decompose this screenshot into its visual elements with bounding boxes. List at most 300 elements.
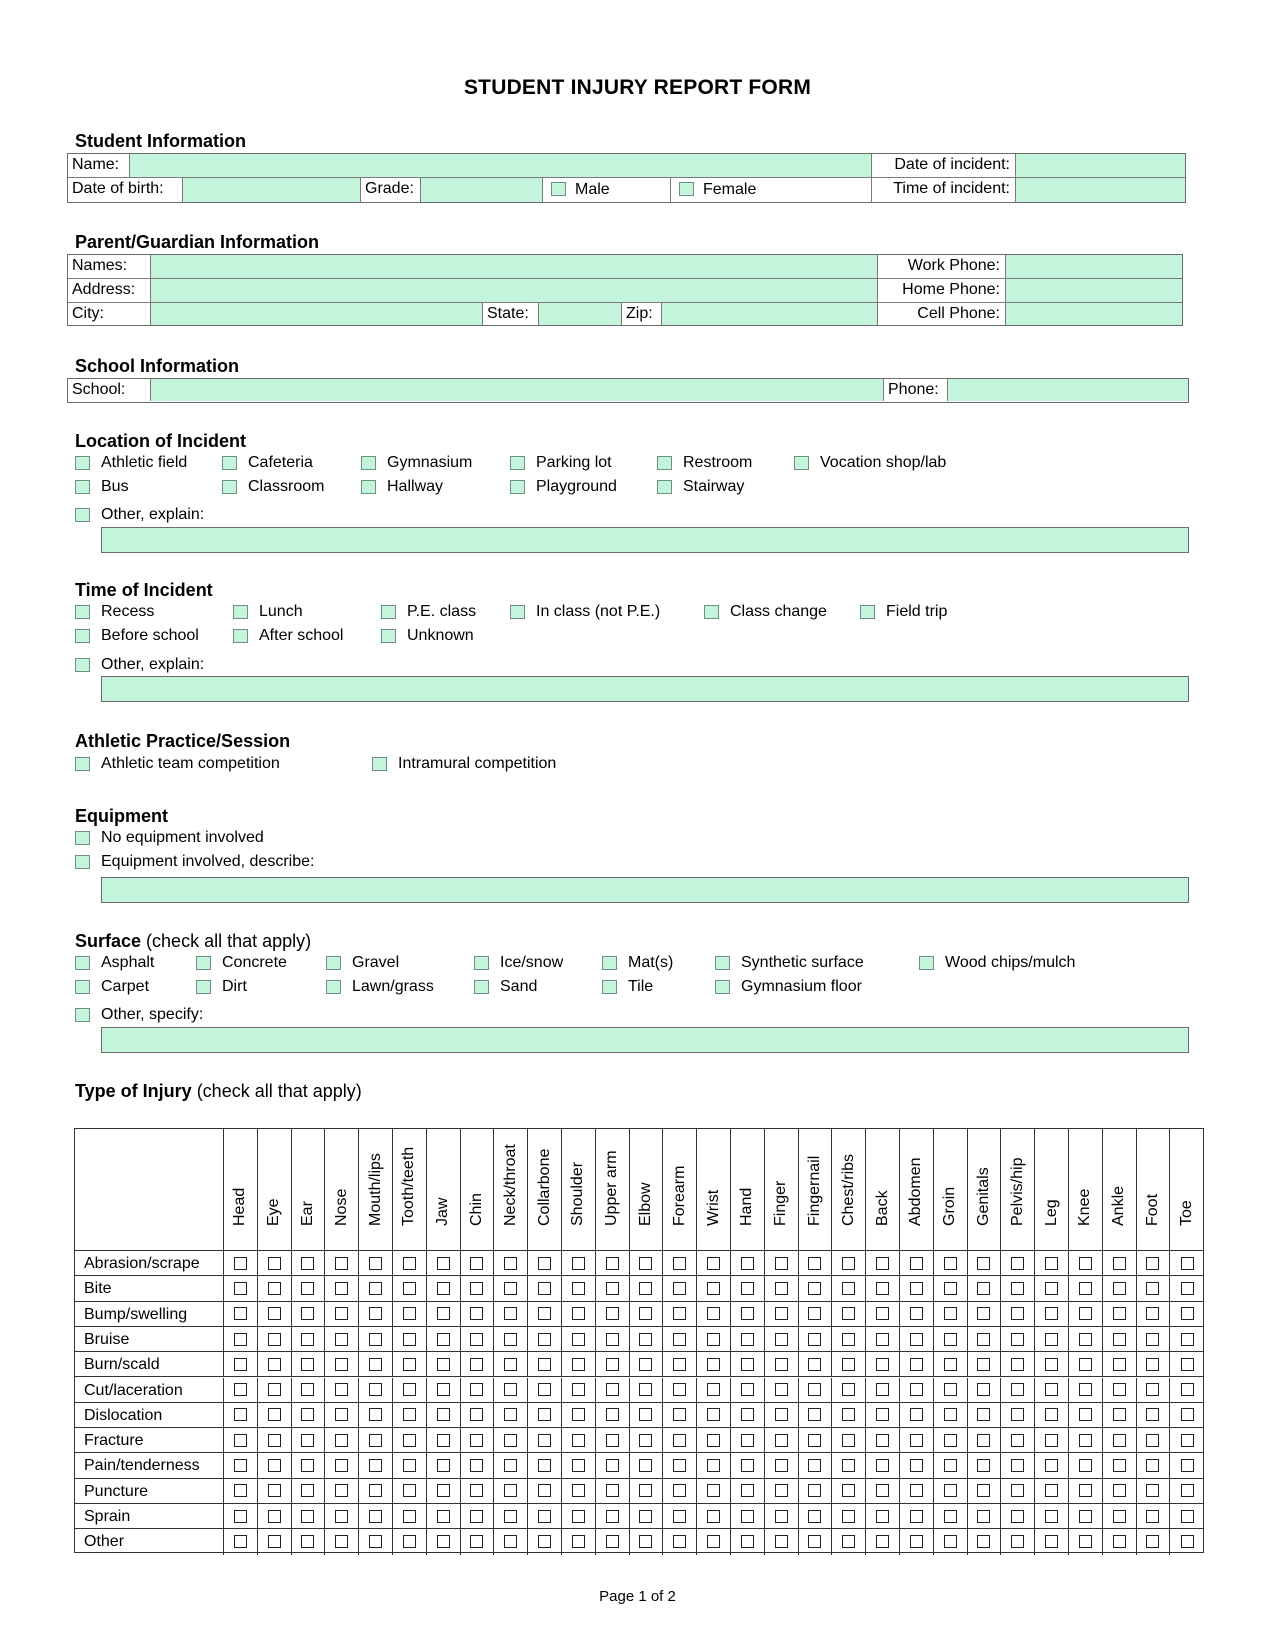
injury-checkbox-sprain-finger[interactable] (775, 1510, 788, 1523)
injury-checkbox-bite-upper-arm[interactable] (606, 1282, 619, 1295)
injury-checkbox-cut-laceration-neck-throat[interactable] (504, 1383, 517, 1396)
injury-checkbox-bump-swelling-groin[interactable] (944, 1307, 957, 1320)
injury-checkbox-abrasion-scrape-finger[interactable] (775, 1257, 788, 1270)
injury-checkbox-bite-tooth-teeth[interactable] (403, 1282, 416, 1295)
injury-checkbox-burn-scald-chin[interactable] (470, 1358, 483, 1371)
injury-checkbox-burn-scald-neck-throat[interactable] (504, 1358, 517, 1371)
injury-checkbox-bite-forearm[interactable] (673, 1282, 686, 1295)
injury-checkbox-sprain-neck-throat[interactable] (504, 1510, 517, 1523)
injury-checkbox-abrasion-scrape-leg[interactable] (1045, 1257, 1058, 1270)
injury-checkbox-cut-laceration-abdomen[interactable] (910, 1383, 923, 1396)
time-checkbox[interactable] (510, 605, 525, 619)
injury-checkbox-fracture-ear[interactable] (301, 1434, 314, 1447)
injury-checkbox-bruise-knee[interactable] (1079, 1333, 1092, 1346)
injury-checkbox-burn-scald-elbow[interactable] (639, 1358, 652, 1371)
injury-checkbox-burn-scald-forearm[interactable] (673, 1358, 686, 1371)
injury-checkbox-dislocation-groin[interactable] (944, 1408, 957, 1421)
injury-checkbox-fracture-eye[interactable] (268, 1434, 281, 1447)
injury-checkbox-abrasion-scrape-elbow[interactable] (639, 1257, 652, 1270)
injury-checkbox-burn-scald-toe[interactable] (1181, 1358, 1194, 1371)
injury-checkbox-sprain-wrist[interactable] (707, 1510, 720, 1523)
location-checkbox[interactable] (222, 480, 237, 494)
injury-checkbox-pain-tenderness-back[interactable] (876, 1459, 889, 1472)
home-phone-field[interactable] (1006, 279, 1182, 303)
injury-checkbox-bump-swelling-neck-throat[interactable] (504, 1307, 517, 1320)
injury-checkbox-other-nose[interactable] (335, 1535, 348, 1548)
location-checkbox[interactable] (510, 480, 525, 494)
injury-checkbox-pain-tenderness-ankle[interactable] (1113, 1459, 1126, 1472)
equipment-describe-field[interactable] (101, 877, 1189, 903)
injury-checkbox-burn-scald-chest-ribs[interactable] (842, 1358, 855, 1371)
injury-checkbox-other-finger[interactable] (775, 1535, 788, 1548)
injury-checkbox-sprain-fingernail[interactable] (808, 1510, 821, 1523)
injury-checkbox-burn-scald-abdomen[interactable] (910, 1358, 923, 1371)
injury-checkbox-dislocation-ankle[interactable] (1113, 1408, 1126, 1421)
injury-checkbox-dislocation-finger[interactable] (775, 1408, 788, 1421)
injury-checkbox-bruise-genitals[interactable] (977, 1333, 990, 1346)
injury-checkbox-burn-scald-nose[interactable] (335, 1358, 348, 1371)
location-checkbox[interactable] (657, 456, 672, 470)
injury-checkbox-abrasion-scrape-abdomen[interactable] (910, 1257, 923, 1270)
injury-checkbox-puncture-fingernail[interactable] (808, 1484, 821, 1497)
time-other-field[interactable] (101, 676, 1189, 702)
injury-checkbox-dislocation-ear[interactable] (301, 1408, 314, 1421)
injury-checkbox-abrasion-scrape-upper-arm[interactable] (606, 1257, 619, 1270)
injury-checkbox-cut-laceration-tooth-teeth[interactable] (403, 1383, 416, 1396)
injury-checkbox-dislocation-tooth-teeth[interactable] (403, 1408, 416, 1421)
dob-field[interactable] (183, 178, 361, 202)
injury-checkbox-bruise-chest-ribs[interactable] (842, 1333, 855, 1346)
injury-checkbox-burn-scald-knee[interactable] (1079, 1358, 1092, 1371)
injury-checkbox-puncture-toe[interactable] (1181, 1484, 1194, 1497)
injury-checkbox-dislocation-chin[interactable] (470, 1408, 483, 1421)
injury-checkbox-bump-swelling-foot[interactable] (1146, 1307, 1159, 1320)
injury-checkbox-cut-laceration-jaw[interactable] (437, 1383, 450, 1396)
injury-checkbox-sprain-ear[interactable] (301, 1510, 314, 1523)
surface-checkbox[interactable] (196, 980, 211, 994)
injury-checkbox-bump-swelling-tooth-teeth[interactable] (403, 1307, 416, 1320)
injury-checkbox-bruise-fingernail[interactable] (808, 1333, 821, 1346)
injury-checkbox-other-hand[interactable] (741, 1535, 754, 1548)
injury-checkbox-bruise-jaw[interactable] (437, 1333, 450, 1346)
injury-checkbox-cut-laceration-foot[interactable] (1146, 1383, 1159, 1396)
injury-checkbox-bump-swelling-eye[interactable] (268, 1307, 281, 1320)
injury-checkbox-bruise-finger[interactable] (775, 1333, 788, 1346)
injury-checkbox-fracture-chin[interactable] (470, 1434, 483, 1447)
injury-checkbox-burn-scald-back[interactable] (876, 1358, 889, 1371)
injury-checkbox-burn-scald-ear[interactable] (301, 1358, 314, 1371)
injury-checkbox-bite-neck-throat[interactable] (504, 1282, 517, 1295)
injury-checkbox-sprain-forearm[interactable] (673, 1510, 686, 1523)
time-checkbox[interactable] (860, 605, 875, 619)
injury-checkbox-cut-laceration-finger[interactable] (775, 1383, 788, 1396)
time-checkbox[interactable] (75, 605, 90, 619)
injury-checkbox-puncture-nose[interactable] (335, 1484, 348, 1497)
injury-checkbox-bite-collarbone[interactable] (538, 1282, 551, 1295)
injury-checkbox-bruise-neck-throat[interactable] (504, 1333, 517, 1346)
injury-checkbox-bite-knee[interactable] (1079, 1282, 1092, 1295)
injury-checkbox-other-tooth-teeth[interactable] (403, 1535, 416, 1548)
injury-checkbox-sprain-back[interactable] (876, 1510, 889, 1523)
injury-checkbox-fracture-elbow[interactable] (639, 1434, 652, 1447)
injury-checkbox-other-ankle[interactable] (1113, 1535, 1126, 1548)
injury-checkbox-other-mouth-lips[interactable] (369, 1535, 382, 1548)
injury-checkbox-bruise-wrist[interactable] (707, 1333, 720, 1346)
injury-checkbox-fracture-genitals[interactable] (977, 1434, 990, 1447)
injury-checkbox-puncture-forearm[interactable] (673, 1484, 686, 1497)
injury-checkbox-pain-tenderness-knee[interactable] (1079, 1459, 1092, 1472)
injury-checkbox-bite-foot[interactable] (1146, 1282, 1159, 1295)
injury-checkbox-bruise-elbow[interactable] (639, 1333, 652, 1346)
injury-checkbox-burn-scald-upper-arm[interactable] (606, 1358, 619, 1371)
injury-checkbox-dislocation-hand[interactable] (741, 1408, 754, 1421)
injury-checkbox-burn-scald-eye[interactable] (268, 1358, 281, 1371)
injury-checkbox-fracture-knee[interactable] (1079, 1434, 1092, 1447)
injury-checkbox-pain-tenderness-eye[interactable] (268, 1459, 281, 1472)
injury-checkbox-abrasion-scrape-groin[interactable] (944, 1257, 957, 1270)
injury-checkbox-bump-swelling-upper-arm[interactable] (606, 1307, 619, 1320)
injury-checkbox-bruise-abdomen[interactable] (910, 1333, 923, 1346)
injury-checkbox-sprain-mouth-lips[interactable] (369, 1510, 382, 1523)
injury-checkbox-bite-leg[interactable] (1045, 1282, 1058, 1295)
injury-checkbox-pain-tenderness-mouth-lips[interactable] (369, 1459, 382, 1472)
injury-checkbox-other-genitals[interactable] (977, 1535, 990, 1548)
address-field[interactable] (151, 279, 878, 303)
injury-checkbox-bump-swelling-toe[interactable] (1181, 1307, 1194, 1320)
time-checkbox[interactable] (704, 605, 719, 619)
injury-checkbox-burn-scald-collarbone[interactable] (538, 1358, 551, 1371)
injury-checkbox-cut-laceration-ear[interactable] (301, 1383, 314, 1396)
injury-checkbox-cut-laceration-genitals[interactable] (977, 1383, 990, 1396)
injury-checkbox-sprain-jaw[interactable] (437, 1510, 450, 1523)
injury-checkbox-dislocation-nose[interactable] (335, 1408, 348, 1421)
injury-checkbox-bite-mouth-lips[interactable] (369, 1282, 382, 1295)
injury-checkbox-bump-swelling-collarbone[interactable] (538, 1307, 551, 1320)
injury-checkbox-puncture-groin[interactable] (944, 1484, 957, 1497)
time-checkbox[interactable] (233, 629, 248, 643)
injury-checkbox-bump-swelling-ear[interactable] (301, 1307, 314, 1320)
injury-checkbox-pain-tenderness-upper-arm[interactable] (606, 1459, 619, 1472)
injury-checkbox-other-chin[interactable] (470, 1535, 483, 1548)
athletic-checkbox[interactable] (372, 757, 387, 771)
injury-checkbox-puncture-jaw[interactable] (437, 1484, 450, 1497)
injury-checkbox-dislocation-genitals[interactable] (977, 1408, 990, 1421)
injury-checkbox-abrasion-scrape-pelvis-hip[interactable] (1011, 1257, 1024, 1270)
injury-checkbox-pain-tenderness-chin[interactable] (470, 1459, 483, 1472)
injury-checkbox-bruise-back[interactable] (876, 1333, 889, 1346)
injury-checkbox-sprain-chest-ribs[interactable] (842, 1510, 855, 1523)
injury-checkbox-cut-laceration-knee[interactable] (1079, 1383, 1092, 1396)
injury-checkbox-cut-laceration-wrist[interactable] (707, 1383, 720, 1396)
injury-checkbox-dislocation-back[interactable] (876, 1408, 889, 1421)
time-incident-field[interactable] (1016, 178, 1185, 202)
injury-checkbox-pain-tenderness-ear[interactable] (301, 1459, 314, 1472)
injury-checkbox-sprain-collarbone[interactable] (538, 1510, 551, 1523)
injury-checkbox-puncture-hand[interactable] (741, 1484, 754, 1497)
school-field[interactable] (151, 379, 884, 401)
injury-checkbox-puncture-eye[interactable] (268, 1484, 281, 1497)
injury-checkbox-puncture-shoulder[interactable] (572, 1484, 585, 1497)
injury-checkbox-abrasion-scrape-toe[interactable] (1181, 1257, 1194, 1270)
injury-checkbox-fracture-finger[interactable] (775, 1434, 788, 1447)
injury-checkbox-cut-laceration-leg[interactable] (1045, 1383, 1058, 1396)
injury-checkbox-dislocation-mouth-lips[interactable] (369, 1408, 382, 1421)
injury-checkbox-bruise-toe[interactable] (1181, 1333, 1194, 1346)
injury-checkbox-pain-tenderness-foot[interactable] (1146, 1459, 1159, 1472)
injury-checkbox-bump-swelling-head[interactable] (234, 1307, 247, 1320)
injury-checkbox-cut-laceration-chest-ribs[interactable] (842, 1383, 855, 1396)
injury-checkbox-puncture-pelvis-hip[interactable] (1011, 1484, 1024, 1497)
injury-checkbox-sprain-ankle[interactable] (1113, 1510, 1126, 1523)
location-checkbox[interactable] (794, 456, 809, 470)
surface-checkbox[interactable] (474, 980, 489, 994)
injury-checkbox-puncture-ear[interactable] (301, 1484, 314, 1497)
equipment-checkbox[interactable] (75, 855, 90, 869)
injury-checkbox-fracture-tooth-teeth[interactable] (403, 1434, 416, 1447)
injury-checkbox-bump-swelling-mouth-lips[interactable] (369, 1307, 382, 1320)
injury-checkbox-abrasion-scrape-chin[interactable] (470, 1257, 483, 1270)
injury-checkbox-puncture-mouth-lips[interactable] (369, 1484, 382, 1497)
injury-checkbox-other-wrist[interactable] (707, 1535, 720, 1548)
injury-checkbox-bruise-collarbone[interactable] (538, 1333, 551, 1346)
injury-checkbox-puncture-knee[interactable] (1079, 1484, 1092, 1497)
injury-checkbox-burn-scald-head[interactable] (234, 1358, 247, 1371)
injury-checkbox-bruise-shoulder[interactable] (572, 1333, 585, 1346)
injury-checkbox-sprain-foot[interactable] (1146, 1510, 1159, 1523)
injury-checkbox-cut-laceration-nose[interactable] (335, 1383, 348, 1396)
injury-checkbox-bite-chin[interactable] (470, 1282, 483, 1295)
injury-checkbox-bite-ankle[interactable] (1113, 1282, 1126, 1295)
injury-checkbox-sprain-toe[interactable] (1181, 1510, 1194, 1523)
injury-checkbox-cut-laceration-head[interactable] (234, 1383, 247, 1396)
injury-checkbox-dislocation-wrist[interactable] (707, 1408, 720, 1421)
injury-checkbox-pain-tenderness-abdomen[interactable] (910, 1459, 923, 1472)
injury-checkbox-dislocation-abdomen[interactable] (910, 1408, 923, 1421)
injury-checkbox-bruise-nose[interactable] (335, 1333, 348, 1346)
injury-checkbox-abrasion-scrape-ear[interactable] (301, 1257, 314, 1270)
injury-checkbox-abrasion-scrape-neck-throat[interactable] (504, 1257, 517, 1270)
injury-checkbox-cut-laceration-upper-arm[interactable] (606, 1383, 619, 1396)
injury-checkbox-abrasion-scrape-foot[interactable] (1146, 1257, 1159, 1270)
injury-checkbox-dislocation-fingernail[interactable] (808, 1408, 821, 1421)
injury-checkbox-puncture-genitals[interactable] (977, 1484, 990, 1497)
injury-checkbox-fracture-mouth-lips[interactable] (369, 1434, 382, 1447)
injury-checkbox-bump-swelling-knee[interactable] (1079, 1307, 1092, 1320)
injury-checkbox-dislocation-forearm[interactable] (673, 1408, 686, 1421)
injury-checkbox-bump-swelling-ankle[interactable] (1113, 1307, 1126, 1320)
parent-names-field[interactable] (151, 255, 878, 279)
injury-checkbox-bruise-groin[interactable] (944, 1333, 957, 1346)
injury-checkbox-fracture-head[interactable] (234, 1434, 247, 1447)
injury-checkbox-bump-swelling-chest-ribs[interactable] (842, 1307, 855, 1320)
injury-checkbox-dislocation-jaw[interactable] (437, 1408, 450, 1421)
injury-checkbox-pain-tenderness-elbow[interactable] (639, 1459, 652, 1472)
injury-checkbox-cut-laceration-collarbone[interactable] (538, 1383, 551, 1396)
injury-checkbox-puncture-head[interactable] (234, 1484, 247, 1497)
injury-checkbox-bite-genitals[interactable] (977, 1282, 990, 1295)
injury-checkbox-other-back[interactable] (876, 1535, 889, 1548)
injury-checkbox-other-elbow[interactable] (639, 1535, 652, 1548)
injury-checkbox-dislocation-collarbone[interactable] (538, 1408, 551, 1421)
injury-checkbox-bump-swelling-chin[interactable] (470, 1307, 483, 1320)
injury-checkbox-pain-tenderness-leg[interactable] (1045, 1459, 1058, 1472)
time-other-checkbox[interactable] (75, 658, 90, 672)
injury-checkbox-abrasion-scrape-eye[interactable] (268, 1257, 281, 1270)
injury-checkbox-bite-chest-ribs[interactable] (842, 1282, 855, 1295)
injury-checkbox-puncture-leg[interactable] (1045, 1484, 1058, 1497)
surface-checkbox[interactable] (474, 956, 489, 970)
injury-checkbox-cut-laceration-toe[interactable] (1181, 1383, 1194, 1396)
male-checkbox[interactable] (551, 182, 566, 196)
injury-checkbox-pain-tenderness-shoulder[interactable] (572, 1459, 585, 1472)
injury-checkbox-pain-tenderness-toe[interactable] (1181, 1459, 1194, 1472)
female-option[interactable] (671, 178, 872, 202)
injury-checkbox-sprain-tooth-teeth[interactable] (403, 1510, 416, 1523)
injury-checkbox-sprain-chin[interactable] (470, 1510, 483, 1523)
injury-checkbox-bite-head[interactable] (234, 1282, 247, 1295)
injury-checkbox-burn-scald-finger[interactable] (775, 1358, 788, 1371)
injury-checkbox-fracture-groin[interactable] (944, 1434, 957, 1447)
injury-checkbox-pain-tenderness-genitals[interactable] (977, 1459, 990, 1472)
surface-other-field[interactable] (101, 1027, 1189, 1053)
injury-checkbox-cut-laceration-groin[interactable] (944, 1383, 957, 1396)
injury-checkbox-cut-laceration-forearm[interactable] (673, 1383, 686, 1396)
injury-checkbox-bump-swelling-leg[interactable] (1045, 1307, 1058, 1320)
injury-checkbox-sprain-elbow[interactable] (639, 1510, 652, 1523)
injury-checkbox-burn-scald-genitals[interactable] (977, 1358, 990, 1371)
injury-checkbox-pain-tenderness-hand[interactable] (741, 1459, 754, 1472)
injury-checkbox-dislocation-knee[interactable] (1079, 1408, 1092, 1421)
injury-checkbox-dislocation-leg[interactable] (1045, 1408, 1058, 1421)
injury-checkbox-burn-scald-jaw[interactable] (437, 1358, 450, 1371)
injury-checkbox-fracture-abdomen[interactable] (910, 1434, 923, 1447)
injury-checkbox-abrasion-scrape-nose[interactable] (335, 1257, 348, 1270)
injury-checkbox-bump-swelling-abdomen[interactable] (910, 1307, 923, 1320)
zip-field[interactable] (662, 303, 878, 325)
injury-checkbox-bump-swelling-hand[interactable] (741, 1307, 754, 1320)
injury-checkbox-dislocation-eye[interactable] (268, 1408, 281, 1421)
injury-checkbox-bruise-ankle[interactable] (1113, 1333, 1126, 1346)
injury-checkbox-dislocation-upper-arm[interactable] (606, 1408, 619, 1421)
injury-checkbox-other-eye[interactable] (268, 1535, 281, 1548)
injury-checkbox-dislocation-shoulder[interactable] (572, 1408, 585, 1421)
injury-checkbox-fracture-nose[interactable] (335, 1434, 348, 1447)
injury-checkbox-other-collarbone[interactable] (538, 1535, 551, 1548)
injury-checkbox-burn-scald-ankle[interactable] (1113, 1358, 1126, 1371)
injury-checkbox-dislocation-toe[interactable] (1181, 1408, 1194, 1421)
location-checkbox[interactable] (75, 456, 90, 470)
injury-checkbox-dislocation-foot[interactable] (1146, 1408, 1159, 1421)
injury-checkbox-bruise-foot[interactable] (1146, 1333, 1159, 1346)
injury-checkbox-bite-abdomen[interactable] (910, 1282, 923, 1295)
location-other-checkbox[interactable] (75, 508, 90, 522)
injury-checkbox-bruise-pelvis-hip[interactable] (1011, 1333, 1024, 1346)
injury-checkbox-sprain-abdomen[interactable] (910, 1510, 923, 1523)
surface-checkbox[interactable] (75, 956, 90, 970)
injury-checkbox-bite-fingernail[interactable] (808, 1282, 821, 1295)
injury-checkbox-fracture-upper-arm[interactable] (606, 1434, 619, 1447)
injury-checkbox-burn-scald-mouth-lips[interactable] (369, 1358, 382, 1371)
injury-checkbox-sprain-pelvis-hip[interactable] (1011, 1510, 1024, 1523)
injury-checkbox-abrasion-scrape-ankle[interactable] (1113, 1257, 1126, 1270)
injury-checkbox-sprain-head[interactable] (234, 1510, 247, 1523)
injury-checkbox-pain-tenderness-groin[interactable] (944, 1459, 957, 1472)
injury-checkbox-bruise-head[interactable] (234, 1333, 247, 1346)
surface-checkbox[interactable] (326, 980, 341, 994)
injury-checkbox-pain-tenderness-fingernail[interactable] (808, 1459, 821, 1472)
location-checkbox[interactable] (657, 480, 672, 494)
injury-checkbox-pain-tenderness-head[interactable] (234, 1459, 247, 1472)
injury-checkbox-puncture-foot[interactable] (1146, 1484, 1159, 1497)
injury-checkbox-cut-laceration-hand[interactable] (741, 1383, 754, 1396)
injury-checkbox-fracture-jaw[interactable] (437, 1434, 450, 1447)
injury-checkbox-other-ear[interactable] (301, 1535, 314, 1548)
injury-checkbox-abrasion-scrape-tooth-teeth[interactable] (403, 1257, 416, 1270)
injury-checkbox-bump-swelling-shoulder[interactable] (572, 1307, 585, 1320)
injury-checkbox-dislocation-chest-ribs[interactable] (842, 1408, 855, 1421)
injury-checkbox-abrasion-scrape-knee[interactable] (1079, 1257, 1092, 1270)
injury-checkbox-burn-scald-shoulder[interactable] (572, 1358, 585, 1371)
injury-checkbox-bite-groin[interactable] (944, 1282, 957, 1295)
injury-checkbox-puncture-tooth-teeth[interactable] (403, 1484, 416, 1497)
time-checkbox[interactable] (75, 629, 90, 643)
city-field[interactable] (151, 303, 483, 325)
injury-checkbox-other-leg[interactable] (1045, 1535, 1058, 1548)
surface-checkbox[interactable] (715, 956, 730, 970)
injury-checkbox-bump-swelling-elbow[interactable] (639, 1307, 652, 1320)
injury-checkbox-burn-scald-leg[interactable] (1045, 1358, 1058, 1371)
injury-checkbox-bump-swelling-genitals[interactable] (977, 1307, 990, 1320)
injury-checkbox-bump-swelling-nose[interactable] (335, 1307, 348, 1320)
injury-checkbox-fracture-neck-throat[interactable] (504, 1434, 517, 1447)
injury-checkbox-bump-swelling-jaw[interactable] (437, 1307, 450, 1320)
injury-checkbox-bump-swelling-back[interactable] (876, 1307, 889, 1320)
injury-checkbox-bite-finger[interactable] (775, 1282, 788, 1295)
injury-checkbox-bump-swelling-pelvis-hip[interactable] (1011, 1307, 1024, 1320)
injury-checkbox-burn-scald-hand[interactable] (741, 1358, 754, 1371)
injury-checkbox-bite-nose[interactable] (335, 1282, 348, 1295)
injury-checkbox-sprain-eye[interactable] (268, 1510, 281, 1523)
injury-checkbox-other-groin[interactable] (944, 1535, 957, 1548)
injury-checkbox-cut-laceration-elbow[interactable] (639, 1383, 652, 1396)
location-checkbox[interactable] (222, 456, 237, 470)
injury-checkbox-bruise-chin[interactable] (470, 1333, 483, 1346)
injury-checkbox-abrasion-scrape-wrist[interactable] (707, 1257, 720, 1270)
injury-checkbox-puncture-elbow[interactable] (639, 1484, 652, 1497)
school-phone-field[interactable] (948, 379, 1188, 401)
surface-checkbox[interactable] (602, 980, 617, 994)
female-checkbox[interactable] (679, 182, 694, 196)
injury-checkbox-puncture-finger[interactable] (775, 1484, 788, 1497)
injury-checkbox-bite-back[interactable] (876, 1282, 889, 1295)
surface-checkbox[interactable] (75, 980, 90, 994)
injury-checkbox-burn-scald-wrist[interactable] (707, 1358, 720, 1371)
injury-checkbox-cut-laceration-back[interactable] (876, 1383, 889, 1396)
injury-checkbox-bruise-upper-arm[interactable] (606, 1333, 619, 1346)
injury-checkbox-bruise-mouth-lips[interactable] (369, 1333, 382, 1346)
injury-checkbox-bite-toe[interactable] (1181, 1282, 1194, 1295)
injury-checkbox-fracture-toe[interactable] (1181, 1434, 1194, 1447)
injury-checkbox-pain-tenderness-wrist[interactable] (707, 1459, 720, 1472)
injury-checkbox-pain-tenderness-pelvis-hip[interactable] (1011, 1459, 1024, 1472)
state-field[interactable] (539, 303, 622, 325)
injury-checkbox-abrasion-scrape-collarbone[interactable] (538, 1257, 551, 1270)
injury-checkbox-bruise-tooth-teeth[interactable] (403, 1333, 416, 1346)
injury-checkbox-bite-pelvis-hip[interactable] (1011, 1282, 1024, 1295)
injury-checkbox-fracture-hand[interactable] (741, 1434, 754, 1447)
date-incident-field[interactable] (1016, 154, 1185, 178)
injury-checkbox-other-toe[interactable] (1181, 1535, 1194, 1548)
